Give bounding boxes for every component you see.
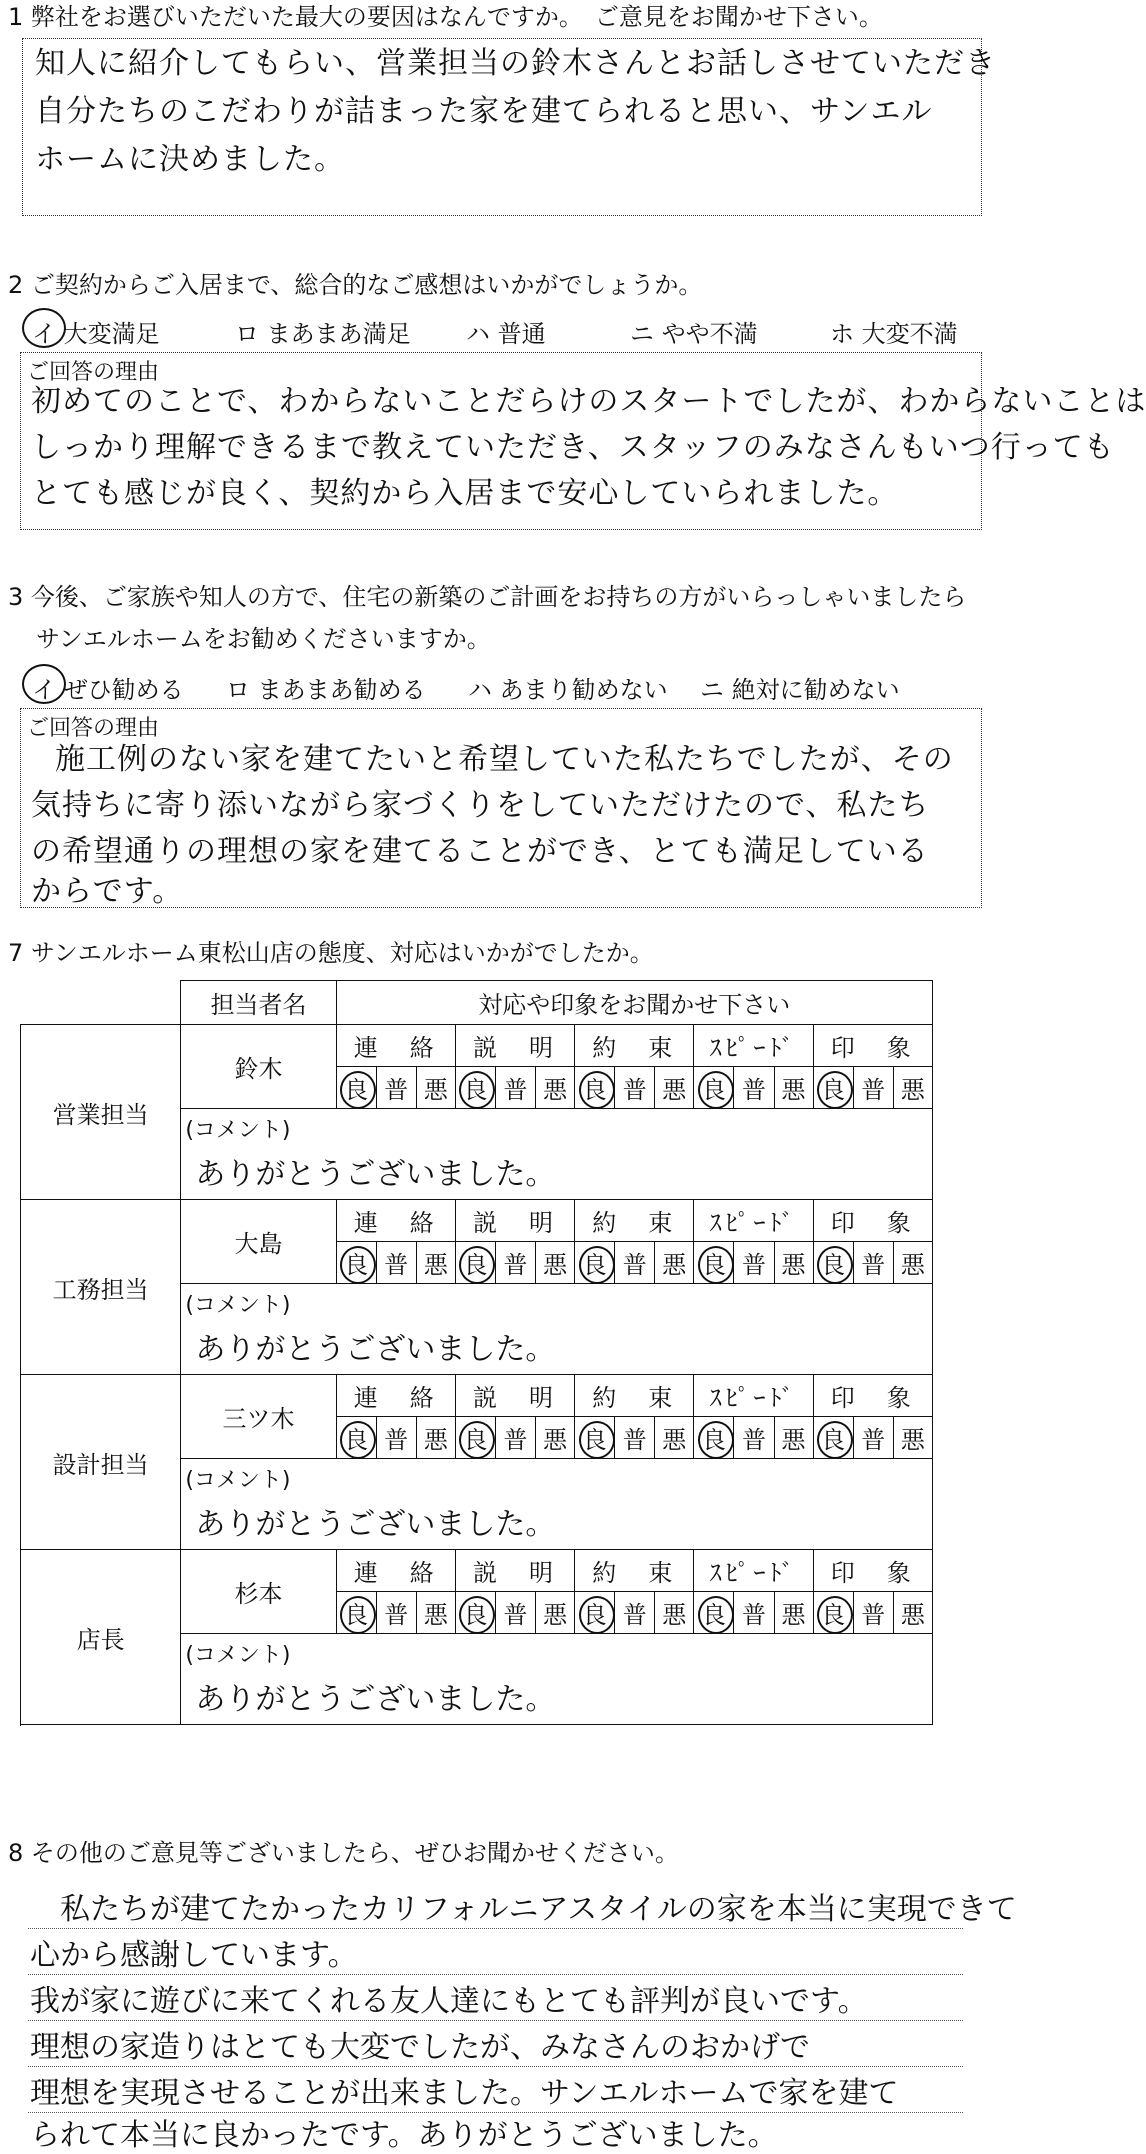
category-label: 説 明: [455, 1550, 574, 1592]
selected-circle-mark: [817, 1596, 853, 1634]
selected-circle-mark: [817, 1246, 853, 1284]
grade-option[interactable]: [495, 1242, 535, 1284]
grade-label: 悪: [781, 1426, 806, 1454]
q1-question: 1 弊社をお選びいただいた最大の要因はなんですか。 ご意見をお聞かせ下さい。: [8, 3, 883, 31]
grade-label: 良: [463, 1251, 488, 1279]
choice-5[interactable]: ホ 大変不満: [830, 320, 958, 348]
role-label: 設計担当: [21, 1375, 181, 1550]
grade-option[interactable]: [655, 1417, 694, 1459]
dotted-line: [28, 2066, 963, 2067]
choice-4[interactable]: ニ 絶対に勧めない: [700, 676, 900, 704]
grade-label: 普: [741, 1601, 766, 1629]
selected-circle-mark: [22, 664, 66, 704]
q2-reason-line: 初めてのことで、わからないことだらけのスタートでしたが、わからないことは: [31, 384, 1146, 419]
grade-option[interactable]: [893, 1067, 932, 1109]
choice-3[interactable]: ハ あまり勧めない: [468, 676, 668, 704]
category-label: 説 明: [455, 1200, 574, 1242]
reason-label: ご回答の理由: [27, 716, 160, 741]
grade-label: 悪: [543, 1426, 568, 1454]
selected-circle-mark: [698, 1421, 734, 1459]
grade-option[interactable]: [893, 1417, 932, 1459]
category-label: 説 明: [455, 1375, 574, 1417]
grade-label: 普: [384, 1426, 409, 1454]
grade-label: 良: [344, 1251, 369, 1279]
grade-label: 良: [463, 1426, 488, 1454]
grade-option[interactable]: [734, 1242, 774, 1284]
comment-label: (コメント): [185, 1118, 291, 1143]
grade-option[interactable]: [813, 1242, 853, 1284]
grade-option[interactable]: [575, 1242, 615, 1284]
grade-option[interactable]: [694, 1417, 734, 1459]
choice-1[interactable]: イ ぜひ勧める: [32, 676, 184, 704]
grade-option[interactable]: [813, 1067, 853, 1109]
comment-text: ありがとうございました。: [195, 1682, 556, 1717]
grade-label: 普: [741, 1426, 766, 1454]
grade-option[interactable]: [813, 1417, 853, 1459]
grade-label: 良: [821, 1076, 846, 1104]
q3-reason-box: [20, 708, 982, 908]
q7-question: 7 サンエルホーム東松山店の態度、対応はいかがでしたか。: [8, 939, 654, 967]
category-label: 説 明: [455, 1025, 574, 1067]
q3-question-line1: 3 今後、ご家族や知人の方で、住宅の新築のご計画をお持ちの方がいらっしゃいましたら: [8, 583, 967, 611]
q3-question-line2: サンエルホームをお勧めくださいますか。: [36, 625, 491, 653]
grade-label: 悪: [543, 1076, 568, 1104]
grade-label: 普: [384, 1601, 409, 1629]
grade-label: 普: [861, 1076, 886, 1104]
comment-cell: [181, 1634, 933, 1725]
grade-option[interactable]: [853, 1242, 893, 1284]
grade-label: 普: [861, 1426, 886, 1454]
choice-2[interactable]: ロ まあまあ勧める: [226, 676, 426, 704]
category-label: 印 象: [813, 1025, 932, 1067]
grade-label: 普: [384, 1251, 409, 1279]
grade-option[interactable]: [376, 1417, 416, 1459]
comment-cell: [181, 1109, 933, 1200]
grade-option[interactable]: [416, 1417, 455, 1459]
grade-label: 悪: [423, 1601, 448, 1629]
grade-option[interactable]: [893, 1592, 932, 1634]
grade-label: 良: [463, 1601, 488, 1629]
grade-option[interactable]: [455, 1067, 495, 1109]
grade-label: 良: [463, 1076, 488, 1104]
grade-option[interactable]: [853, 1417, 893, 1459]
q8-answer-line: られて本当に良かったです。ありがとうございました。: [30, 2118, 778, 2153]
selected-circle-mark: [579, 1596, 615, 1634]
q2-choices: [30, 314, 980, 348]
grade-option[interactable]: [813, 1592, 853, 1634]
category-label: 連 絡: [336, 1200, 455, 1242]
grade-option[interactable]: [655, 1067, 694, 1109]
grade-label: 悪: [662, 1076, 687, 1104]
q2-reason-box: [20, 352, 1146, 530]
selected-circle-mark: [817, 1071, 853, 1109]
selected-circle-mark: [340, 1421, 376, 1459]
category-label: 連 絡: [336, 1025, 455, 1067]
grade-option[interactable]: [495, 1067, 535, 1109]
choice-2[interactable]: ロ まあまあ満足: [235, 320, 411, 348]
category-label: ｽﾋﾟｰﾄﾞ: [694, 1550, 813, 1592]
category-label: 約 束: [575, 1550, 694, 1592]
grade-option[interactable]: [536, 1592, 575, 1634]
grade-option[interactable]: [536, 1242, 575, 1284]
grade-label: 良: [701, 1601, 726, 1629]
q1-answer-line: 知人に紹介してもらい、営業担当の鈴木さんとお話しさせていただき: [35, 46, 996, 81]
grade-option[interactable]: [416, 1242, 455, 1284]
selected-circle-mark: [698, 1071, 734, 1109]
dotted-line: [28, 2020, 963, 2021]
comment-label: (コメント): [185, 1643, 291, 1668]
selected-circle-mark: [579, 1246, 615, 1284]
selected-circle-mark: [340, 1071, 376, 1109]
grade-label: 良: [701, 1251, 726, 1279]
category-label: 印 象: [813, 1550, 932, 1592]
grade-label: 悪: [662, 1601, 687, 1629]
category-label: ｽﾋﾟｰﾄﾞ: [694, 1200, 813, 1242]
selected-circle-mark: [340, 1246, 376, 1284]
person-name: 鈴木: [181, 1025, 336, 1109]
blank-corner: [21, 981, 181, 1025]
grade-option[interactable]: [336, 1592, 376, 1634]
comment-text: ありがとうございました。: [195, 1507, 556, 1542]
role-label: 工務担当: [21, 1200, 181, 1375]
grade-label: 悪: [900, 1426, 925, 1454]
grade-label: 良: [582, 1426, 607, 1454]
grade-label: 悪: [900, 1076, 925, 1104]
grade-option[interactable]: [615, 1417, 655, 1459]
selected-circle-mark: [459, 1246, 495, 1284]
grade-label: 良: [701, 1076, 726, 1104]
grade-label: 普: [384, 1076, 409, 1104]
comment-text: ありがとうございました。: [195, 1332, 556, 1367]
grade-label: 良: [821, 1251, 846, 1279]
comment-cell: [181, 1459, 933, 1550]
q3-reason-line: 施工例のない家を建てたいと希望していた私たちでしたが、その: [55, 742, 954, 777]
header-eval: 対応や印象をお聞かせ下さい: [336, 981, 932, 1025]
q1-answer-box: [22, 38, 996, 216]
grade-option[interactable]: [416, 1592, 455, 1634]
grade-label: 悪: [781, 1601, 806, 1629]
person-name: 大島: [181, 1200, 336, 1284]
grade-option[interactable]: [655, 1592, 694, 1634]
q8-answer-line: 私たちが建てたかったカリフォルニアスタイルの家を本当に実現できて: [60, 1892, 1017, 1927]
grade-label: 普: [503, 1076, 528, 1104]
grade-label: 普: [622, 1076, 647, 1104]
category-label: 連 絡: [336, 1550, 455, 1592]
person-name: 三ツ木: [181, 1375, 336, 1459]
grade-label: 良: [344, 1076, 369, 1104]
grade-label: 良: [344, 1601, 369, 1629]
q3-choices: [30, 670, 980, 704]
role-label: 店長: [21, 1550, 181, 1725]
grade-option[interactable]: [774, 1242, 813, 1284]
grade-option[interactable]: [495, 1417, 535, 1459]
grade-option[interactable]: [893, 1242, 932, 1284]
grade-label: 悪: [662, 1426, 687, 1454]
grade-option[interactable]: [615, 1592, 655, 1634]
grade-option[interactable]: [455, 1242, 495, 1284]
grade-option[interactable]: [694, 1067, 734, 1109]
comment-label: (コメント): [185, 1293, 291, 1318]
grade-label: 良: [582, 1601, 607, 1629]
grade-option[interactable]: [774, 1417, 813, 1459]
selected-circle-mark: [579, 1421, 615, 1459]
grade-label: 悪: [423, 1426, 448, 1454]
grade-option[interactable]: [455, 1592, 495, 1634]
grade-label: 普: [503, 1601, 528, 1629]
q2-reason-line: とても感じが良く、契約から入居まで安心していられました。: [31, 476, 899, 511]
grade-label: 良: [582, 1076, 607, 1104]
evaluation-table: [20, 980, 933, 1725]
category-label: 印 象: [813, 1200, 932, 1242]
grade-label: 悪: [781, 1076, 806, 1104]
grade-label: 普: [741, 1251, 766, 1279]
grade-option[interactable]: [376, 1592, 416, 1634]
dotted-line: [28, 1928, 963, 1929]
grade-option[interactable]: [336, 1067, 376, 1109]
q8-answer-line: 我が家に遊びに来てくれる友人達にもとても評判が良いです。: [30, 1984, 868, 2019]
header-person: 担当者名: [181, 981, 336, 1025]
selected-circle-mark: [459, 1596, 495, 1634]
grade-option[interactable]: [615, 1242, 655, 1284]
q8-answer-line: 理想の家造りはとても大変でしたが、みなさんのおかげで: [30, 2030, 810, 2065]
reason-label: ご回答の理由: [27, 360, 160, 385]
grade-option[interactable]: [734, 1067, 774, 1109]
choice-1[interactable]: イ 大変満足: [32, 320, 160, 348]
grade-option[interactable]: [376, 1242, 416, 1284]
grade-option[interactable]: [455, 1417, 495, 1459]
grade-option[interactable]: [734, 1417, 774, 1459]
category-label: 連 絡: [336, 1375, 455, 1417]
person-name: 杉本: [181, 1550, 336, 1634]
q3-reason-line: 気持ちに寄り添いながら家づくりをしていただけたので、私たち: [31, 788, 930, 823]
grade-label: 悪: [423, 1251, 448, 1279]
grade-option[interactable]: [575, 1417, 615, 1459]
grade-label: 悪: [781, 1251, 806, 1279]
category-label: ｽﾋﾟｰﾄﾞ: [694, 1025, 813, 1067]
grade-label: 良: [701, 1426, 726, 1454]
selected-circle-mark: [459, 1421, 495, 1459]
role-label: 営業担当: [21, 1025, 181, 1200]
grade-option[interactable]: [376, 1067, 416, 1109]
grade-option[interactable]: [853, 1592, 893, 1634]
category-label: 約 束: [575, 1375, 694, 1417]
grade-label: 普: [622, 1251, 647, 1279]
grade-option[interactable]: [853, 1067, 893, 1109]
choice-4[interactable]: ニ やや不満: [630, 320, 758, 348]
q2-reason-line: しっかり理解できるまで教えていただき、スタッフのみなさんもいつ行っても: [31, 430, 1115, 465]
grade-label: 悪: [900, 1251, 925, 1279]
grade-label: 悪: [900, 1601, 925, 1629]
selected-circle-mark: [698, 1596, 734, 1634]
grade-option[interactable]: [774, 1592, 813, 1634]
grade-option[interactable]: [336, 1242, 376, 1284]
category-label: 印 象: [813, 1375, 932, 1417]
grade-label: 普: [861, 1251, 886, 1279]
grade-option[interactable]: [416, 1067, 455, 1109]
grade-label: 悪: [423, 1076, 448, 1104]
grade-label: 普: [622, 1601, 647, 1629]
grade-option[interactable]: [495, 1592, 535, 1634]
q8-answer-line: 理想を実現させることが出来ました。サンエルホームで家を建て: [30, 2076, 899, 2111]
grade-option[interactable]: [536, 1067, 575, 1109]
grade-option[interactable]: [734, 1592, 774, 1634]
grade-label: 良: [821, 1601, 846, 1629]
dotted-line: [28, 1974, 963, 1975]
q8-answer-line: 心から感謝しています。: [30, 1938, 358, 1973]
category-label: 約 束: [575, 1200, 694, 1242]
grade-option[interactable]: [694, 1242, 734, 1284]
grade-option[interactable]: [615, 1067, 655, 1109]
grade-label: 悪: [543, 1601, 568, 1629]
category-label: ｽﾋﾟｰﾄﾞ: [694, 1375, 813, 1417]
grade-label: 良: [821, 1426, 846, 1454]
grade-label: 悪: [662, 1251, 687, 1279]
grade-option[interactable]: [575, 1592, 615, 1634]
category-label: 約 束: [575, 1025, 694, 1067]
comment-cell: [181, 1284, 933, 1375]
grade-label: 普: [741, 1076, 766, 1104]
grade-option[interactable]: [336, 1417, 376, 1459]
q1-answer-line: ホームに決めました。: [35, 142, 345, 177]
grade-label: 普: [503, 1426, 528, 1454]
grade-option[interactable]: [694, 1592, 734, 1634]
comment-text: ありがとうございました。: [195, 1157, 556, 1192]
grade-label: 良: [344, 1426, 369, 1454]
grade-option[interactable]: [575, 1067, 615, 1109]
selected-circle-mark: [340, 1596, 376, 1634]
q1-answer-line: 自分たちのこだわりが詰まった家を建てられると思い、サンエル: [35, 94, 933, 129]
q3-reason-line: の希望通りの理想の家を建てることができ、とても満足している: [31, 834, 929, 869]
grade-label: 普: [622, 1426, 647, 1454]
grade-label: 良: [582, 1251, 607, 1279]
q2-question: 2 ご契約からご入居まで、総合的なご感想はいかがでしょうか。: [8, 271, 703, 299]
q8-question: 8 その他のご意見等ございましたら、ぜひお聞かせください。: [8, 1839, 679, 1867]
selected-circle-mark: [22, 308, 66, 348]
selected-circle-mark: [579, 1071, 615, 1109]
grade-option[interactable]: [536, 1417, 575, 1459]
selected-circle-mark: [698, 1246, 734, 1284]
selected-circle-mark: [817, 1421, 853, 1459]
q3-reason-line: からです。: [31, 874, 184, 909]
selected-circle-mark: [459, 1071, 495, 1109]
choice-3[interactable]: ハ 普通: [466, 320, 546, 348]
grade-option[interactable]: [655, 1242, 694, 1284]
grade-label: 悪: [543, 1251, 568, 1279]
comment-label: (コメント): [185, 1468, 291, 1493]
grade-label: 普: [861, 1601, 886, 1629]
grade-label: 普: [503, 1251, 528, 1279]
grade-option[interactable]: [774, 1067, 813, 1109]
